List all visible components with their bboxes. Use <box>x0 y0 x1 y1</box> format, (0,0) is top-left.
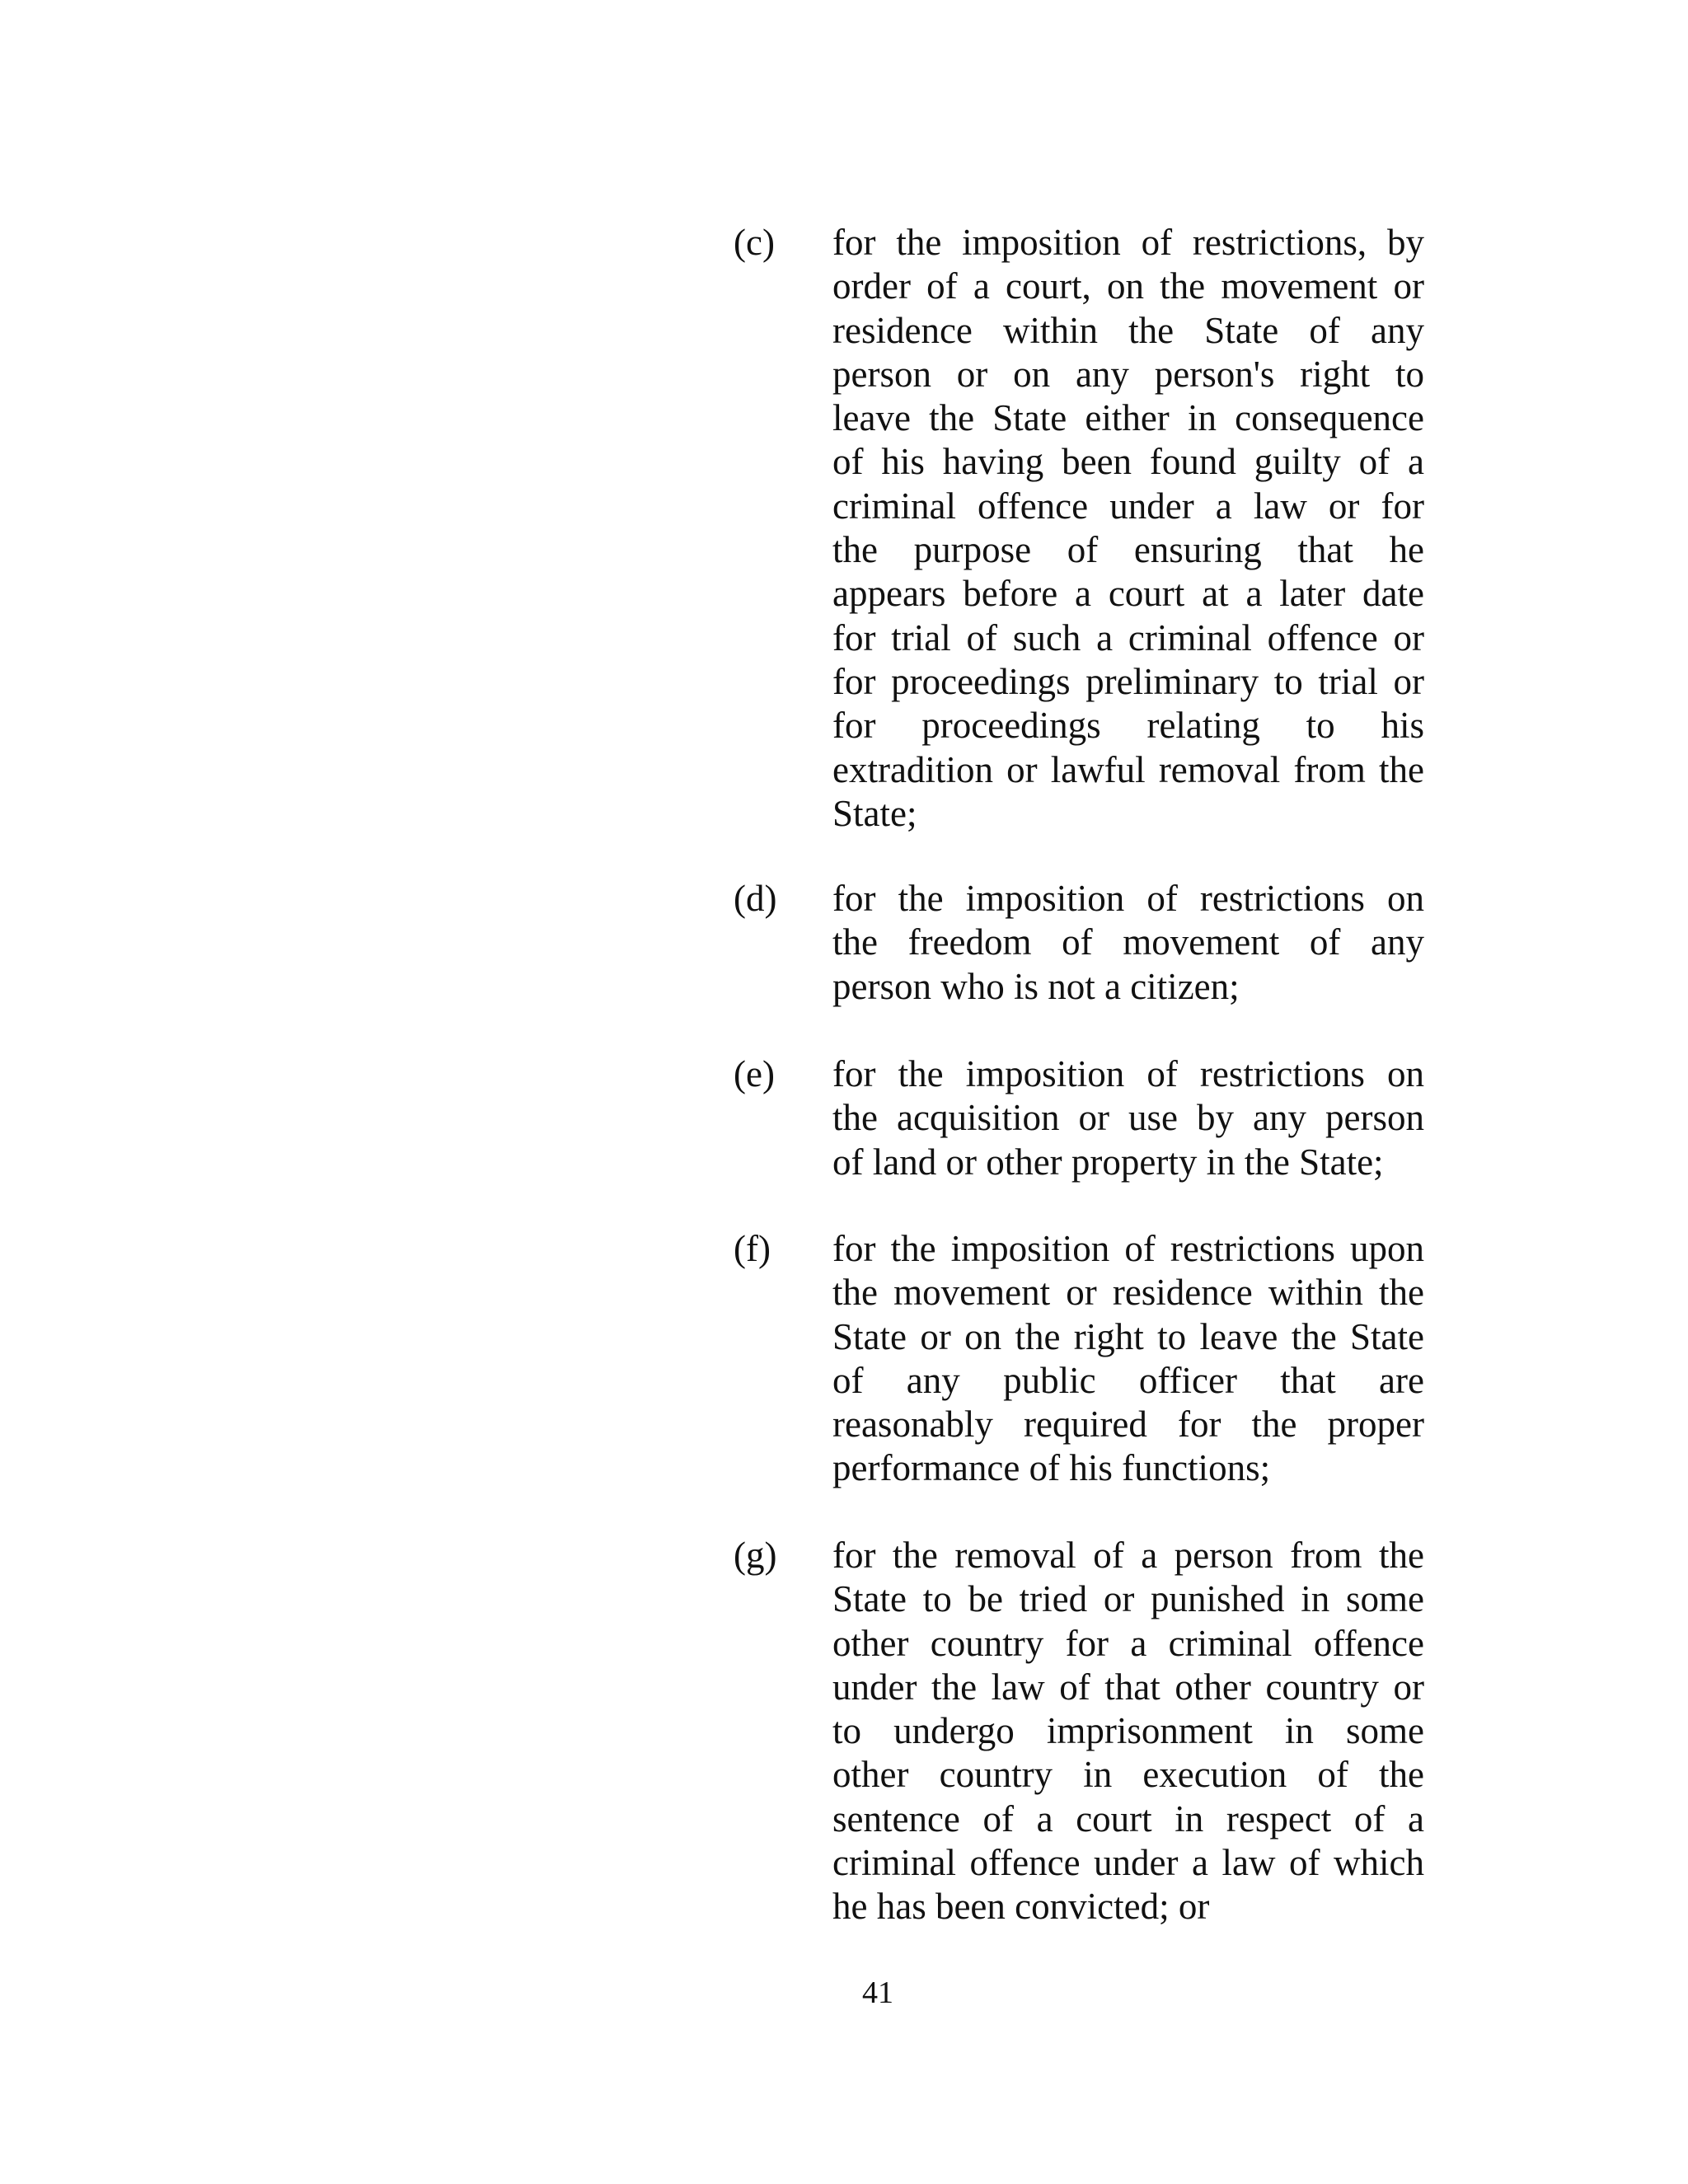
text-line: performance of his functions; <box>832 1447 1271 1489</box>
text-line: he has been convicted; or <box>832 1886 1210 1928</box>
clause-text <box>832 221 1424 836</box>
text-line: State to be tried or punished in some <box>832 1578 1424 1620</box>
text-line: the purpose of ensuring that he <box>832 529 1424 571</box>
clause-text <box>832 1227 1424 1491</box>
page-number: 41 <box>862 1975 893 2010</box>
text-line: the acquisition or use by any person <box>832 1097 1424 1139</box>
clause-text <box>832 1052 1424 1184</box>
text-line: to undergo imprisonment in some <box>832 1710 1424 1752</box>
text-line: for the imposition of restrictions, by <box>832 222 1424 263</box>
text-line: for proceedings relating to his <box>832 705 1424 747</box>
text-line: reasonably required for the proper <box>832 1404 1424 1446</box>
clause-text <box>832 1534 1424 1929</box>
text-line: the freedom of movement of any <box>832 921 1424 963</box>
text-line: person or on any person's right to <box>832 353 1424 395</box>
text-line: residence within the State of any <box>832 309 1424 351</box>
text-line: for the imposition of restrictions on <box>832 1053 1424 1094</box>
text-line: State; <box>832 792 917 834</box>
text-line: sentence of a court in respect of a <box>832 1797 1424 1840</box>
text-line: person who is not a citizen; <box>832 965 1240 1007</box>
text-line: State or on the right to leave the State <box>832 1315 1424 1357</box>
text-line: criminal offence under a law of which <box>832 1842 1424 1884</box>
text-line: other country in execution of the <box>832 1754 1424 1796</box>
text-line: for proceedings preliminary to trial or <box>832 660 1424 702</box>
text-line: for trial of such a criminal offence or <box>832 616 1424 658</box>
text-line: for the imposition of restrictions upon <box>832 1228 1424 1269</box>
text-line: of land or other property in the State; <box>832 1141 1384 1183</box>
text-line: for the imposition of restrictions on <box>832 878 1424 919</box>
text-line: the movement or residence within the <box>832 1272 1424 1314</box>
clause-label: (c) <box>734 222 775 263</box>
text-line: of any public officer that are <box>832 1359 1424 1401</box>
text-line: order of a court, on the movement or <box>832 265 1424 307</box>
text-line: of his having been found guilty of a <box>832 441 1424 483</box>
text-line: appears before a court at a later date <box>832 573 1424 615</box>
text-line: extradition or lawful removal from the <box>832 748 1424 790</box>
text-line: for the removal of a person from the <box>832 1535 1424 1576</box>
clause-text <box>832 877 1424 1009</box>
text-line: other country for a criminal offence <box>832 1622 1424 1664</box>
clause-label: (e) <box>734 1053 775 1094</box>
text-line: under the law of that other country or <box>832 1666 1424 1708</box>
clause-label: (f) <box>734 1228 771 1269</box>
text-line: criminal offence under a law or for <box>832 485 1424 527</box>
clause-label: (g) <box>734 1535 777 1576</box>
clause-label: (d) <box>734 878 777 919</box>
text-line: leave the State either in consequence <box>832 397 1424 439</box>
